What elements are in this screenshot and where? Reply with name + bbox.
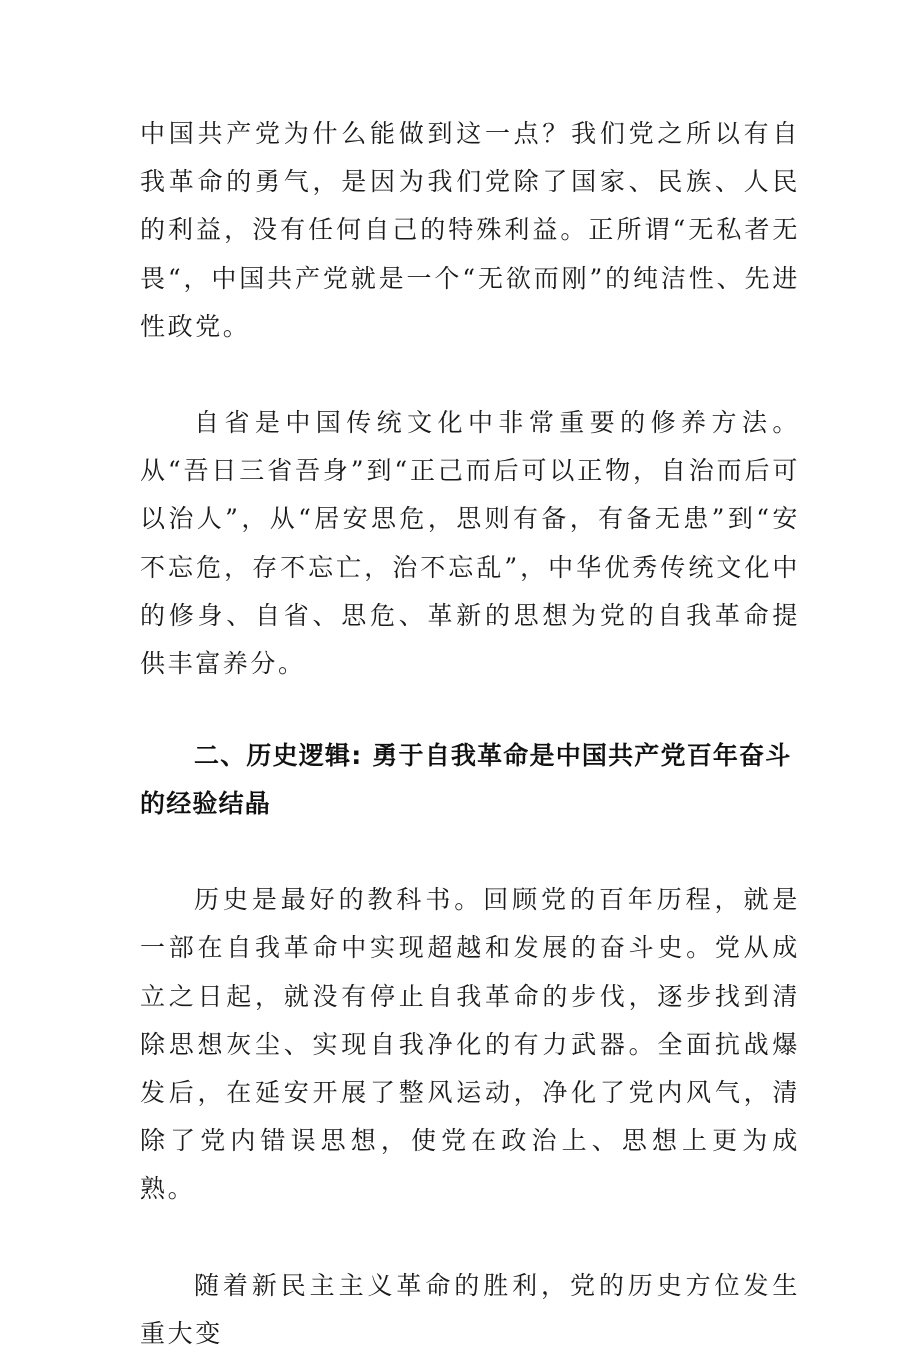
paragraph: 历史是最好的教科书。回顾党的百年历程，就是一部在自我革命中实现超越和发展的奋斗史。党从成立之日起，就没有停止自我革命的步伐，逐步找到清除思想灰尘、实现自我净化的有力武器。全面抗战爆发后，在延安开展了整风运动，净化了党内风气，清除了党内错误思想，使党在政治上、思想上更为成熟。 <box>140 885 800 1204</box>
section-heading: 二、历史逻辑: 勇于自我革命是中国共产党百年奋斗的经验结晶 <box>140 741 792 819</box>
paragraph: 中国共产党为什么能做到这一点？我们党之所以有自我革命的勇气，是因为我们党除了国家、民族、人民的利益，没有任何自己的特殊利益。正所谓“无私者无畏“，中国共产党就是一个“无欲而刚”的纯洁性、先进性政党。 <box>140 119 800 341</box>
document-body <box>140 110 800 1358</box>
paragraph: 随着新民主主义革命的胜利，党的历史方位发生重大变 <box>140 1270 800 1348</box>
paragraph: 自省是中国传统文化中非常重要的修养方法。从“吾日三省吾身”到“正己而后可以正物，自治而后可以治人”，从“居安思危，思则有备，有备无患”到“安不忘危，存不忘亡，治不忘乱”，中华优秀传统文化中的修身、自省、思危、革新的思想为党的自我革命提供丰富养分。 <box>140 408 800 679</box>
